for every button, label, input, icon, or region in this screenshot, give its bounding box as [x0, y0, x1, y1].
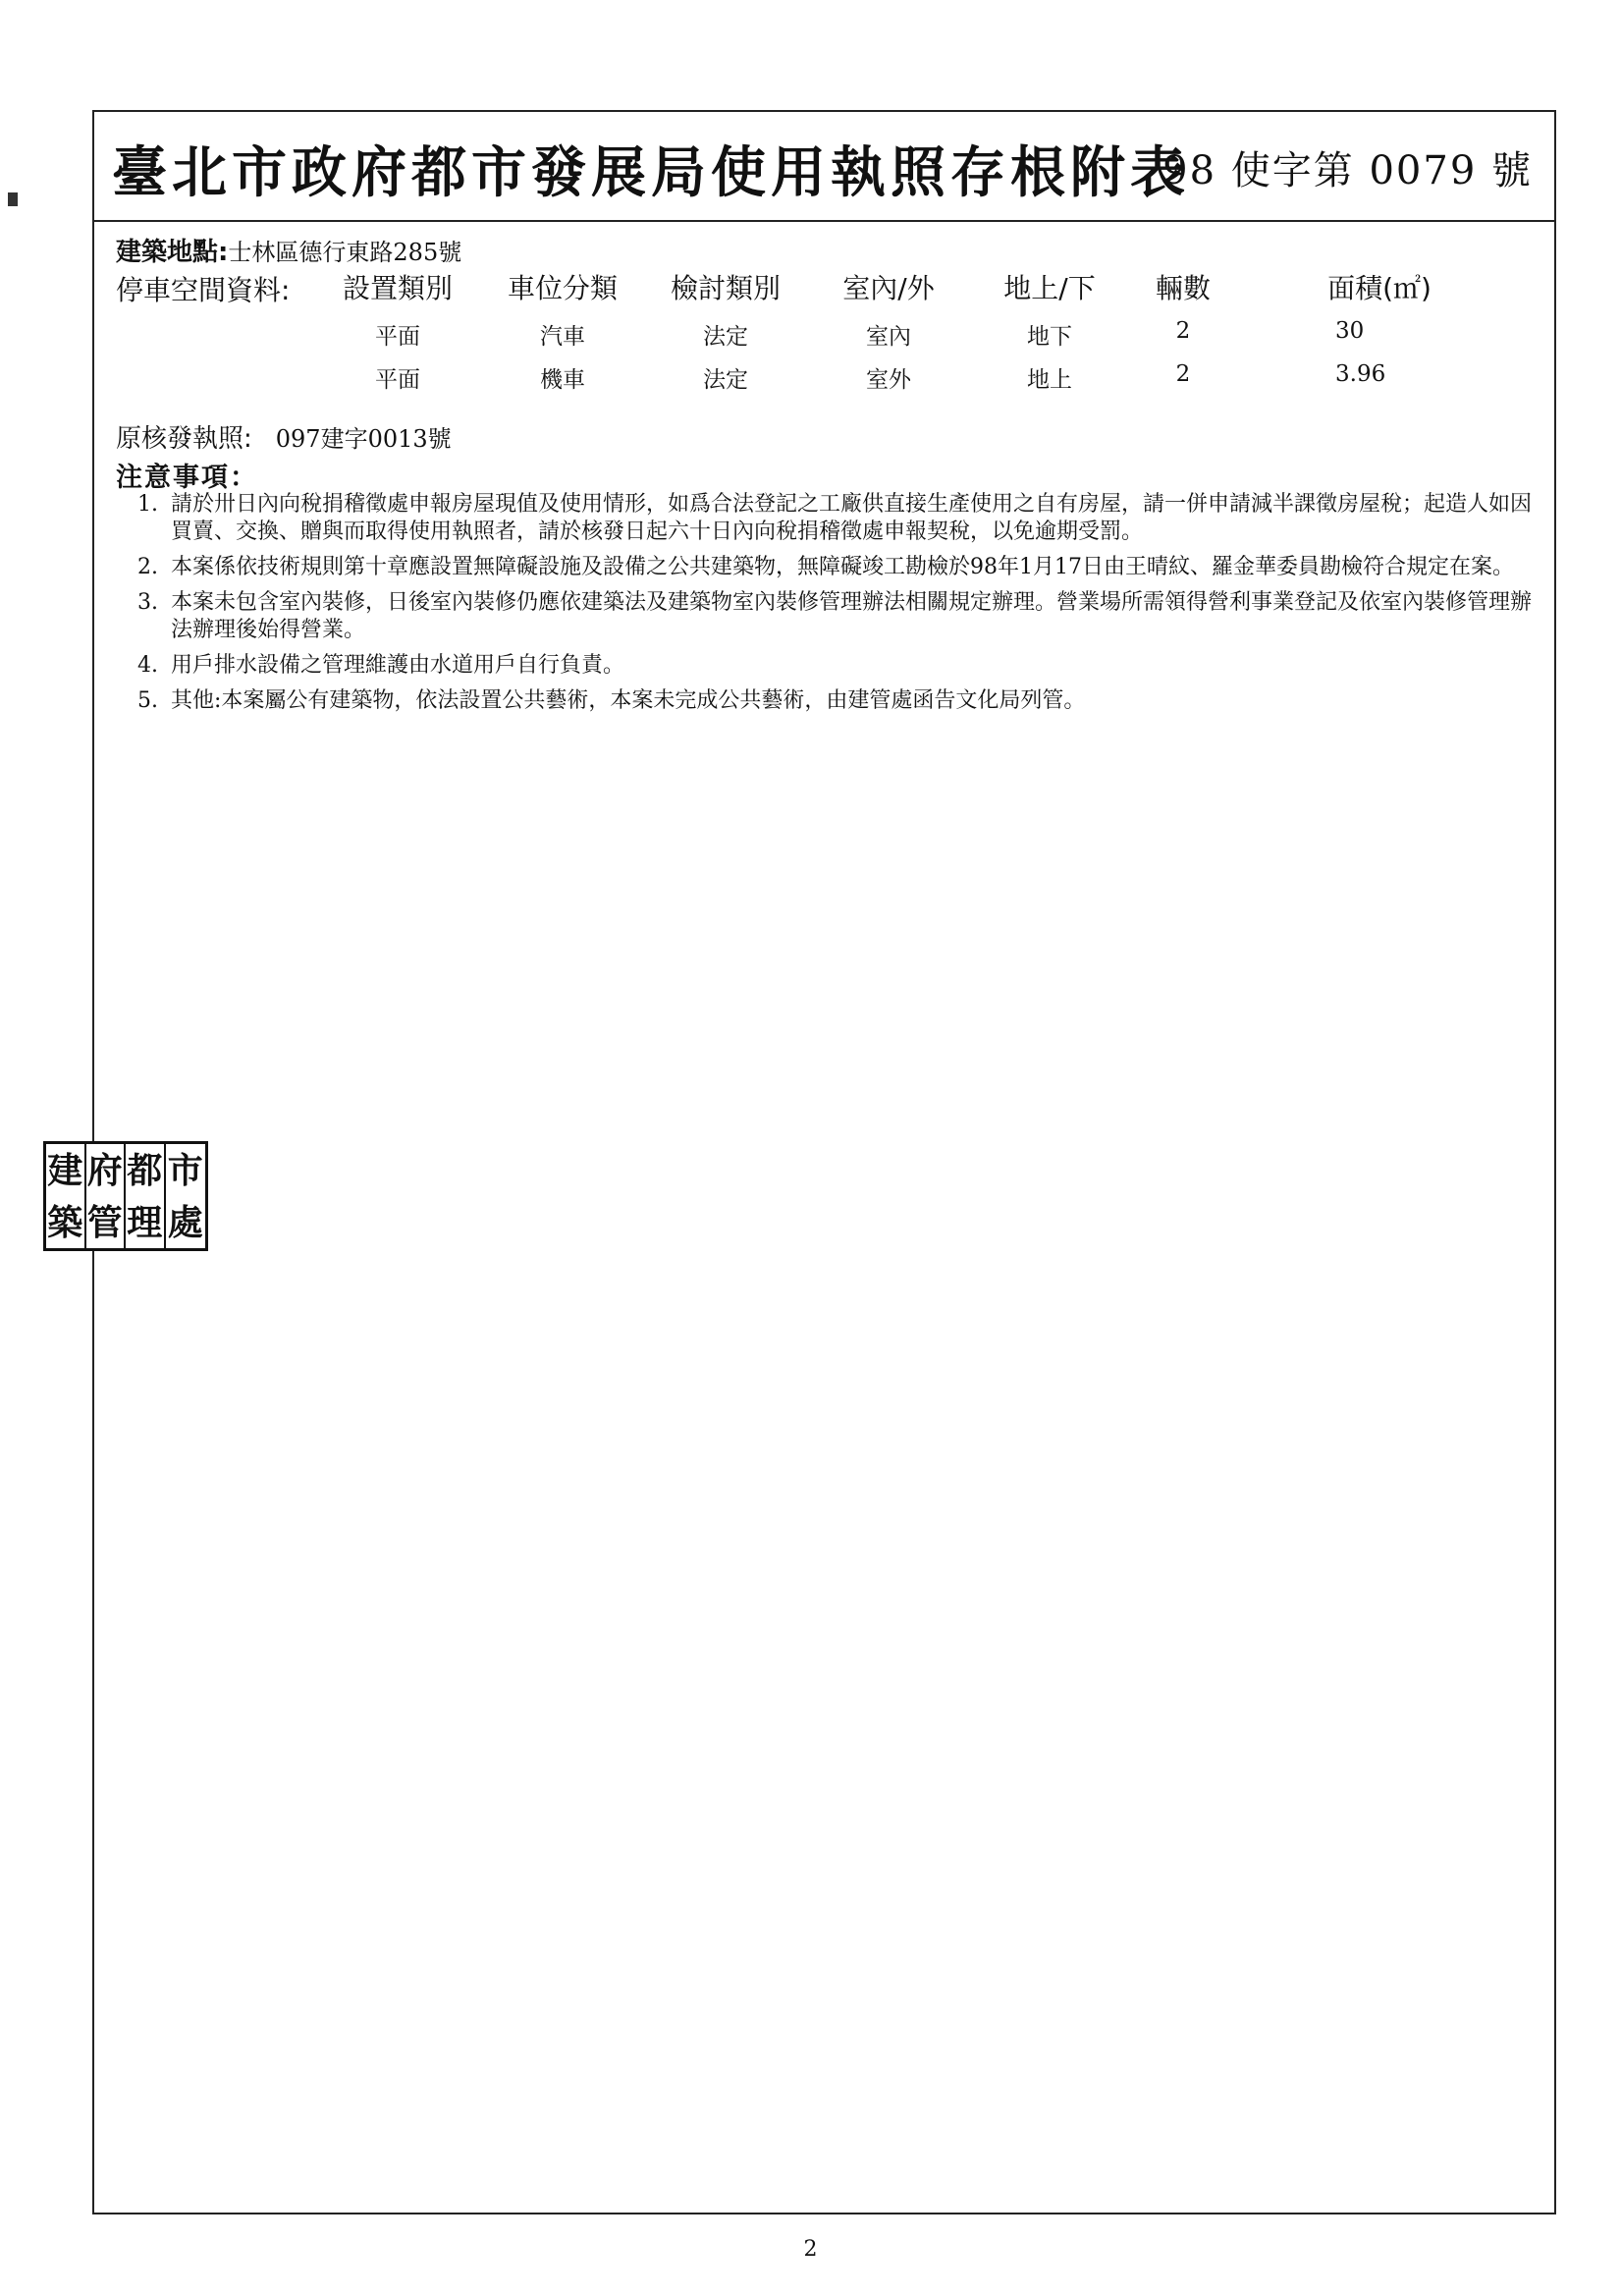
- notes-title: 注意事項：: [116, 463, 258, 493]
- table-cell: 3.96: [1335, 361, 1386, 387]
- table-cell: 平面: [375, 324, 420, 350]
- stamp-char: 市: [167, 1149, 203, 1191]
- col-header-setup-type: 設置類別: [342, 272, 453, 304]
- table-cell: 汽車: [540, 324, 585, 350]
- stamp-char: 都: [126, 1144, 166, 1196]
- note-text: 用戶排水設備之管理維護由水道用戶自行負責。: [171, 653, 625, 678]
- note-text: 本案未包含室內裝修，日後室內裝修仍應依建築法及建築物室內裝修管理辦法相關規定辦理。營業場所需領得營利事業登記及依室內裝修管理辦法辦理後始得營業。: [171, 590, 1533, 642]
- stamp-char: 處: [167, 1201, 203, 1243]
- license-number: 98 使字第 0079 號: [1162, 148, 1533, 193]
- note-text: 本案係依技術規則第十章應設置無障礙設施及設備之公共建築物，無障礙竣工勘檢於98年1月17日由王晴紋、羅金華委員勘檢符合規定在案。: [171, 555, 1514, 579]
- official-seal-stamp: [43, 1141, 208, 1251]
- table-cell: 平面: [375, 367, 420, 393]
- stamp-char: 管: [86, 1196, 127, 1248]
- list-item: [137, 687, 1541, 715]
- table-cell: 2: [1175, 318, 1191, 344]
- address-row: [116, 232, 461, 268]
- col-header-area: 面積(㎡): [1327, 272, 1432, 304]
- address-value: 士林區德行東路285號: [228, 239, 462, 266]
- note-number: 2.: [137, 555, 158, 579]
- document-title: 臺北市政府都市發展局使用執照存根附表: [112, 140, 1190, 205]
- table-cell: 法定: [703, 367, 748, 393]
- list-item: [137, 491, 1541, 546]
- table-cell: 室外: [866, 367, 911, 393]
- notes-list: [137, 491, 1541, 723]
- col-header-above-below: 地上/下: [1003, 272, 1096, 304]
- original-license-label: 原核發執照:: [116, 424, 252, 454]
- list-item: [137, 652, 1541, 680]
- table-cell: 室內: [866, 324, 911, 350]
- col-header-indoor-outdoor: 室內/外: [842, 272, 935, 304]
- address-label: 建築地點:: [116, 238, 229, 267]
- list-item: [137, 554, 1541, 581]
- table-cell: 地上: [1027, 367, 1072, 393]
- note-text: 其他:本案屬公有建築物，依法設置公共藝術，本案未完成公共藝術，由建管處函告文化局列管。: [171, 688, 1086, 713]
- margin-mark: [8, 192, 18, 206]
- title-bar: [94, 112, 1554, 222]
- note-number: 4.: [137, 653, 158, 678]
- stamp-char: 築: [46, 1196, 86, 1248]
- page-number: 2: [803, 2237, 818, 2262]
- parking-label: 停車空間資料:: [116, 274, 291, 306]
- list-item: [137, 589, 1541, 644]
- col-header-count: 輛數: [1155, 272, 1211, 304]
- stamp-char: 理: [126, 1196, 166, 1248]
- original-license-value: 097建字0013號: [275, 425, 452, 453]
- table-cell: 法定: [703, 324, 748, 350]
- note-number: 5.: [137, 688, 158, 713]
- original-license-row: [116, 418, 452, 455]
- table-cell: 機車: [540, 367, 585, 393]
- col-header-space-class: 車位分類: [507, 272, 618, 304]
- stamp-char: 府: [86, 1144, 127, 1196]
- note-number: 1.: [137, 492, 158, 517]
- note-text: 請於卅日內向稅捐稽徵處申報房屋現值及使用情形，如爲合法登記之工廠供直接生產使用之自有房屋，請一併申請減半課徵房屋稅；起造人如因買賣、交換、贈與而取得使用執照者，請於核發日起六十日內向稅捐稽徵處申報契稅，以免逾期受罰。: [171, 492, 1533, 544]
- table-cell: 2: [1175, 361, 1191, 387]
- table-cell: 30: [1335, 318, 1365, 344]
- note-number: 3.: [137, 590, 158, 615]
- col-header-review-type: 檢討類別: [670, 272, 781, 304]
- table-cell: 地下: [1027, 324, 1072, 350]
- stamp-char: 建: [46, 1144, 86, 1196]
